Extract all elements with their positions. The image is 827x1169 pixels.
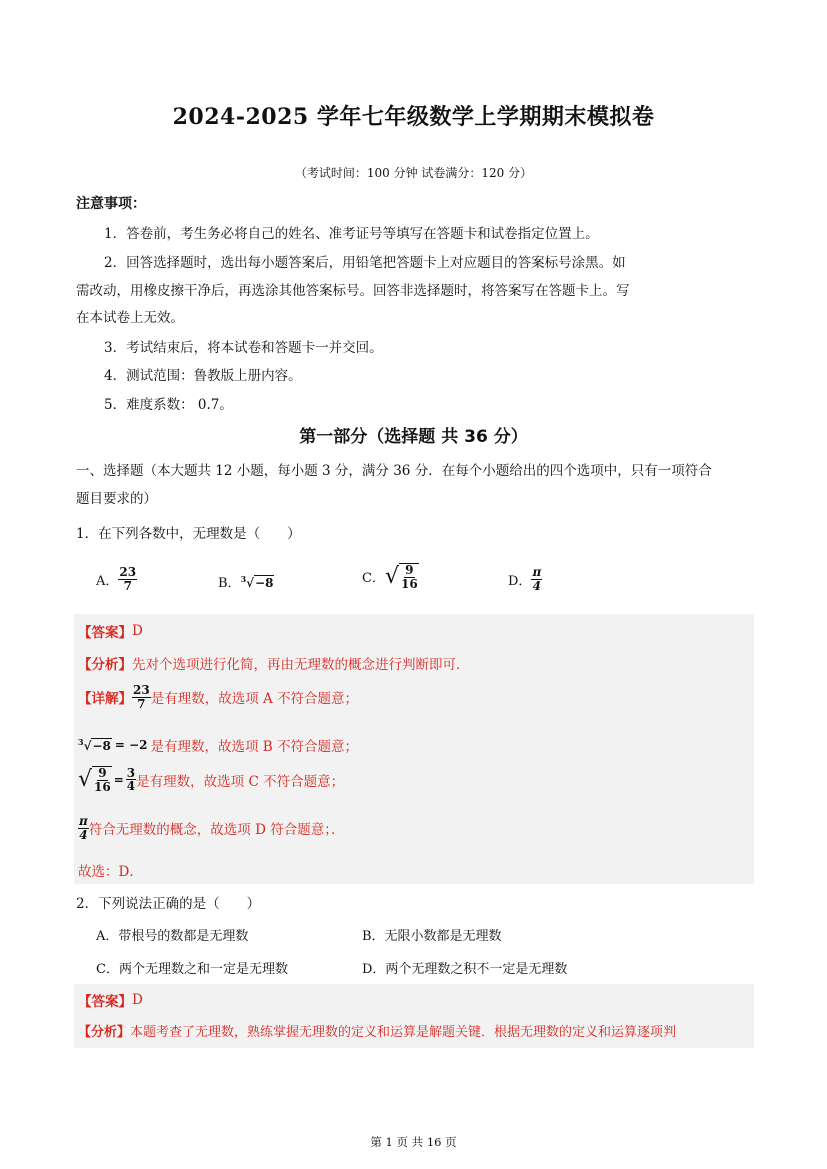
fraction (126, 767, 136, 793)
fraction-denominator: 4 (126, 779, 136, 794)
detail-text: 符合无理数的概念，故选项 D 符合题意；． (88, 822, 345, 839)
detail-text: 是有理数，故选项 B 不符合题意； (150, 739, 359, 755)
option-d: D．两个无理数之积不一定是无理数 (362, 962, 568, 977)
option-a (96, 566, 137, 592)
fraction-denominator: 16 (94, 779, 111, 794)
exam-info: （考试时间：100 分钟 试卷满分：120 分） (294, 166, 533, 180)
fraction-numerator: 23 (119, 565, 137, 579)
detail-line-1 (78, 684, 358, 710)
detail-text: 是有理数，故选项 C 不符合题意； (136, 773, 345, 790)
fraction (399, 563, 419, 590)
fraction (132, 684, 151, 710)
analysis-line (78, 653, 470, 673)
detail-text: 是有理数，故选项 A 不符合题意； (150, 691, 359, 708)
answer-line (78, 621, 143, 641)
note-line: 4．测试范围：鲁教版上册内容。 (104, 368, 302, 384)
option-d (508, 566, 542, 592)
notes-heading: 注意事项： (76, 196, 146, 212)
analysis-tag: 【分析】 (78, 657, 132, 673)
question-1-stem: 1．在下列各数中，无理数是（ ） (76, 526, 301, 542)
option-b (218, 572, 274, 591)
option-label: A． (96, 573, 119, 589)
option-c: C．两个无理数之和一定是无理数 (96, 962, 288, 977)
answer-tag: 【答案】 (78, 994, 132, 1010)
answer-value: D (132, 992, 143, 1008)
radicand: −8 (255, 575, 274, 590)
analysis-line (78, 1021, 676, 1040)
option-b: B．无限小数都是无理数 (362, 929, 502, 944)
fraction (531, 566, 542, 592)
section-instructions: 一、选择题（本大题共 12 小题，每小题 3 分，满分 36 分．在每个小题给出的四个选项中，只有一项符合 (76, 463, 712, 479)
radicand: −8 (92, 739, 111, 753)
exam-title: 2024-2025 学年七年级数学上学期期末模拟卷 (172, 104, 655, 130)
equation-result: = −2 (114, 738, 148, 752)
note-line: 3．考试结束后，将本试卷和答题卡一并交回。 (104, 340, 383, 356)
square-root (78, 766, 112, 793)
root-index: 3 (240, 573, 247, 584)
note-line: 1．答卷前，考生务必将自己的姓名、准考证号等填写在答题卡和试卷指定位置上。 (104, 226, 599, 242)
radical-sign: √ (78, 766, 93, 792)
fraction-numerator: π (79, 814, 88, 828)
answer-line (78, 990, 143, 1010)
analysis-text: 先对个选项进行化简，再由无理数的概念进行判断即可． (132, 657, 470, 673)
detail-tag: 【详解】 (78, 691, 132, 708)
option-a: A．带根号的数都是无理数 (96, 929, 249, 944)
detail-line-2 (78, 735, 358, 755)
option-label: B． (218, 576, 241, 591)
cube-root: $^3$√−8 (240, 573, 274, 590)
fraction-denominator: 7 (137, 696, 146, 711)
fraction-numerator: π (532, 565, 542, 579)
square-root (385, 563, 419, 590)
option-c (362, 563, 419, 590)
section-title: 第一部分（选择题 共 36 分） (299, 427, 528, 447)
fraction-denominator: 16 (400, 576, 418, 591)
fraction-numerator: 23 (133, 683, 150, 697)
answer-tag: 【答案】 (78, 625, 132, 641)
fraction (78, 815, 89, 841)
option-label: C． (362, 571, 385, 587)
note-line: 在本试卷上无效。 (76, 310, 184, 326)
fraction-denominator: 7 (123, 578, 132, 593)
fraction-numerator: 9 (405, 563, 414, 577)
fraction-denominator: 4 (79, 827, 88, 842)
fraction (118, 566, 137, 592)
note-line: 5．难度系数： 0.7。 (104, 397, 233, 413)
analysis-tag: 【分析】 (78, 1025, 131, 1040)
analysis-text: 本题考查了无理数，熟练掌握无理数的定义和运算是解题关键．根据无理数的定义和运算逐项判 (130, 1025, 677, 1040)
note-line: 2．回答选择题时，选出每小题答案后，用铅笔把答题卡上对应题目的答案标号涂黑。如 (104, 255, 626, 271)
root-index: 3 (78, 737, 84, 747)
fraction-denominator: 4 (532, 578, 542, 593)
fraction (92, 766, 112, 793)
section-instructions: 题目要求的） (76, 491, 157, 507)
question-2-stem: 2．下列说法正确的是（ ） (76, 896, 261, 912)
fraction-numerator: 3 (126, 765, 136, 780)
cube-root: $^3$√−8 (78, 737, 111, 753)
equals-sign: = (113, 772, 124, 787)
page-footer: 第 1 页 共 16 页 (370, 1135, 457, 1149)
detail-line-3 (78, 766, 344, 793)
fraction-numerator: 9 (98, 766, 107, 780)
radical-sign: √ (384, 563, 399, 589)
conclusion-line: 故选：D． (78, 864, 143, 880)
note-line: 需改动，用橡皮擦干净后，再选涂其他答案标号。回答非选择题时，将答案写在答题卡上。写 (76, 283, 630, 299)
detail-line-4 (78, 815, 344, 841)
option-label: D． (508, 573, 532, 589)
answer-value: D (132, 623, 143, 639)
